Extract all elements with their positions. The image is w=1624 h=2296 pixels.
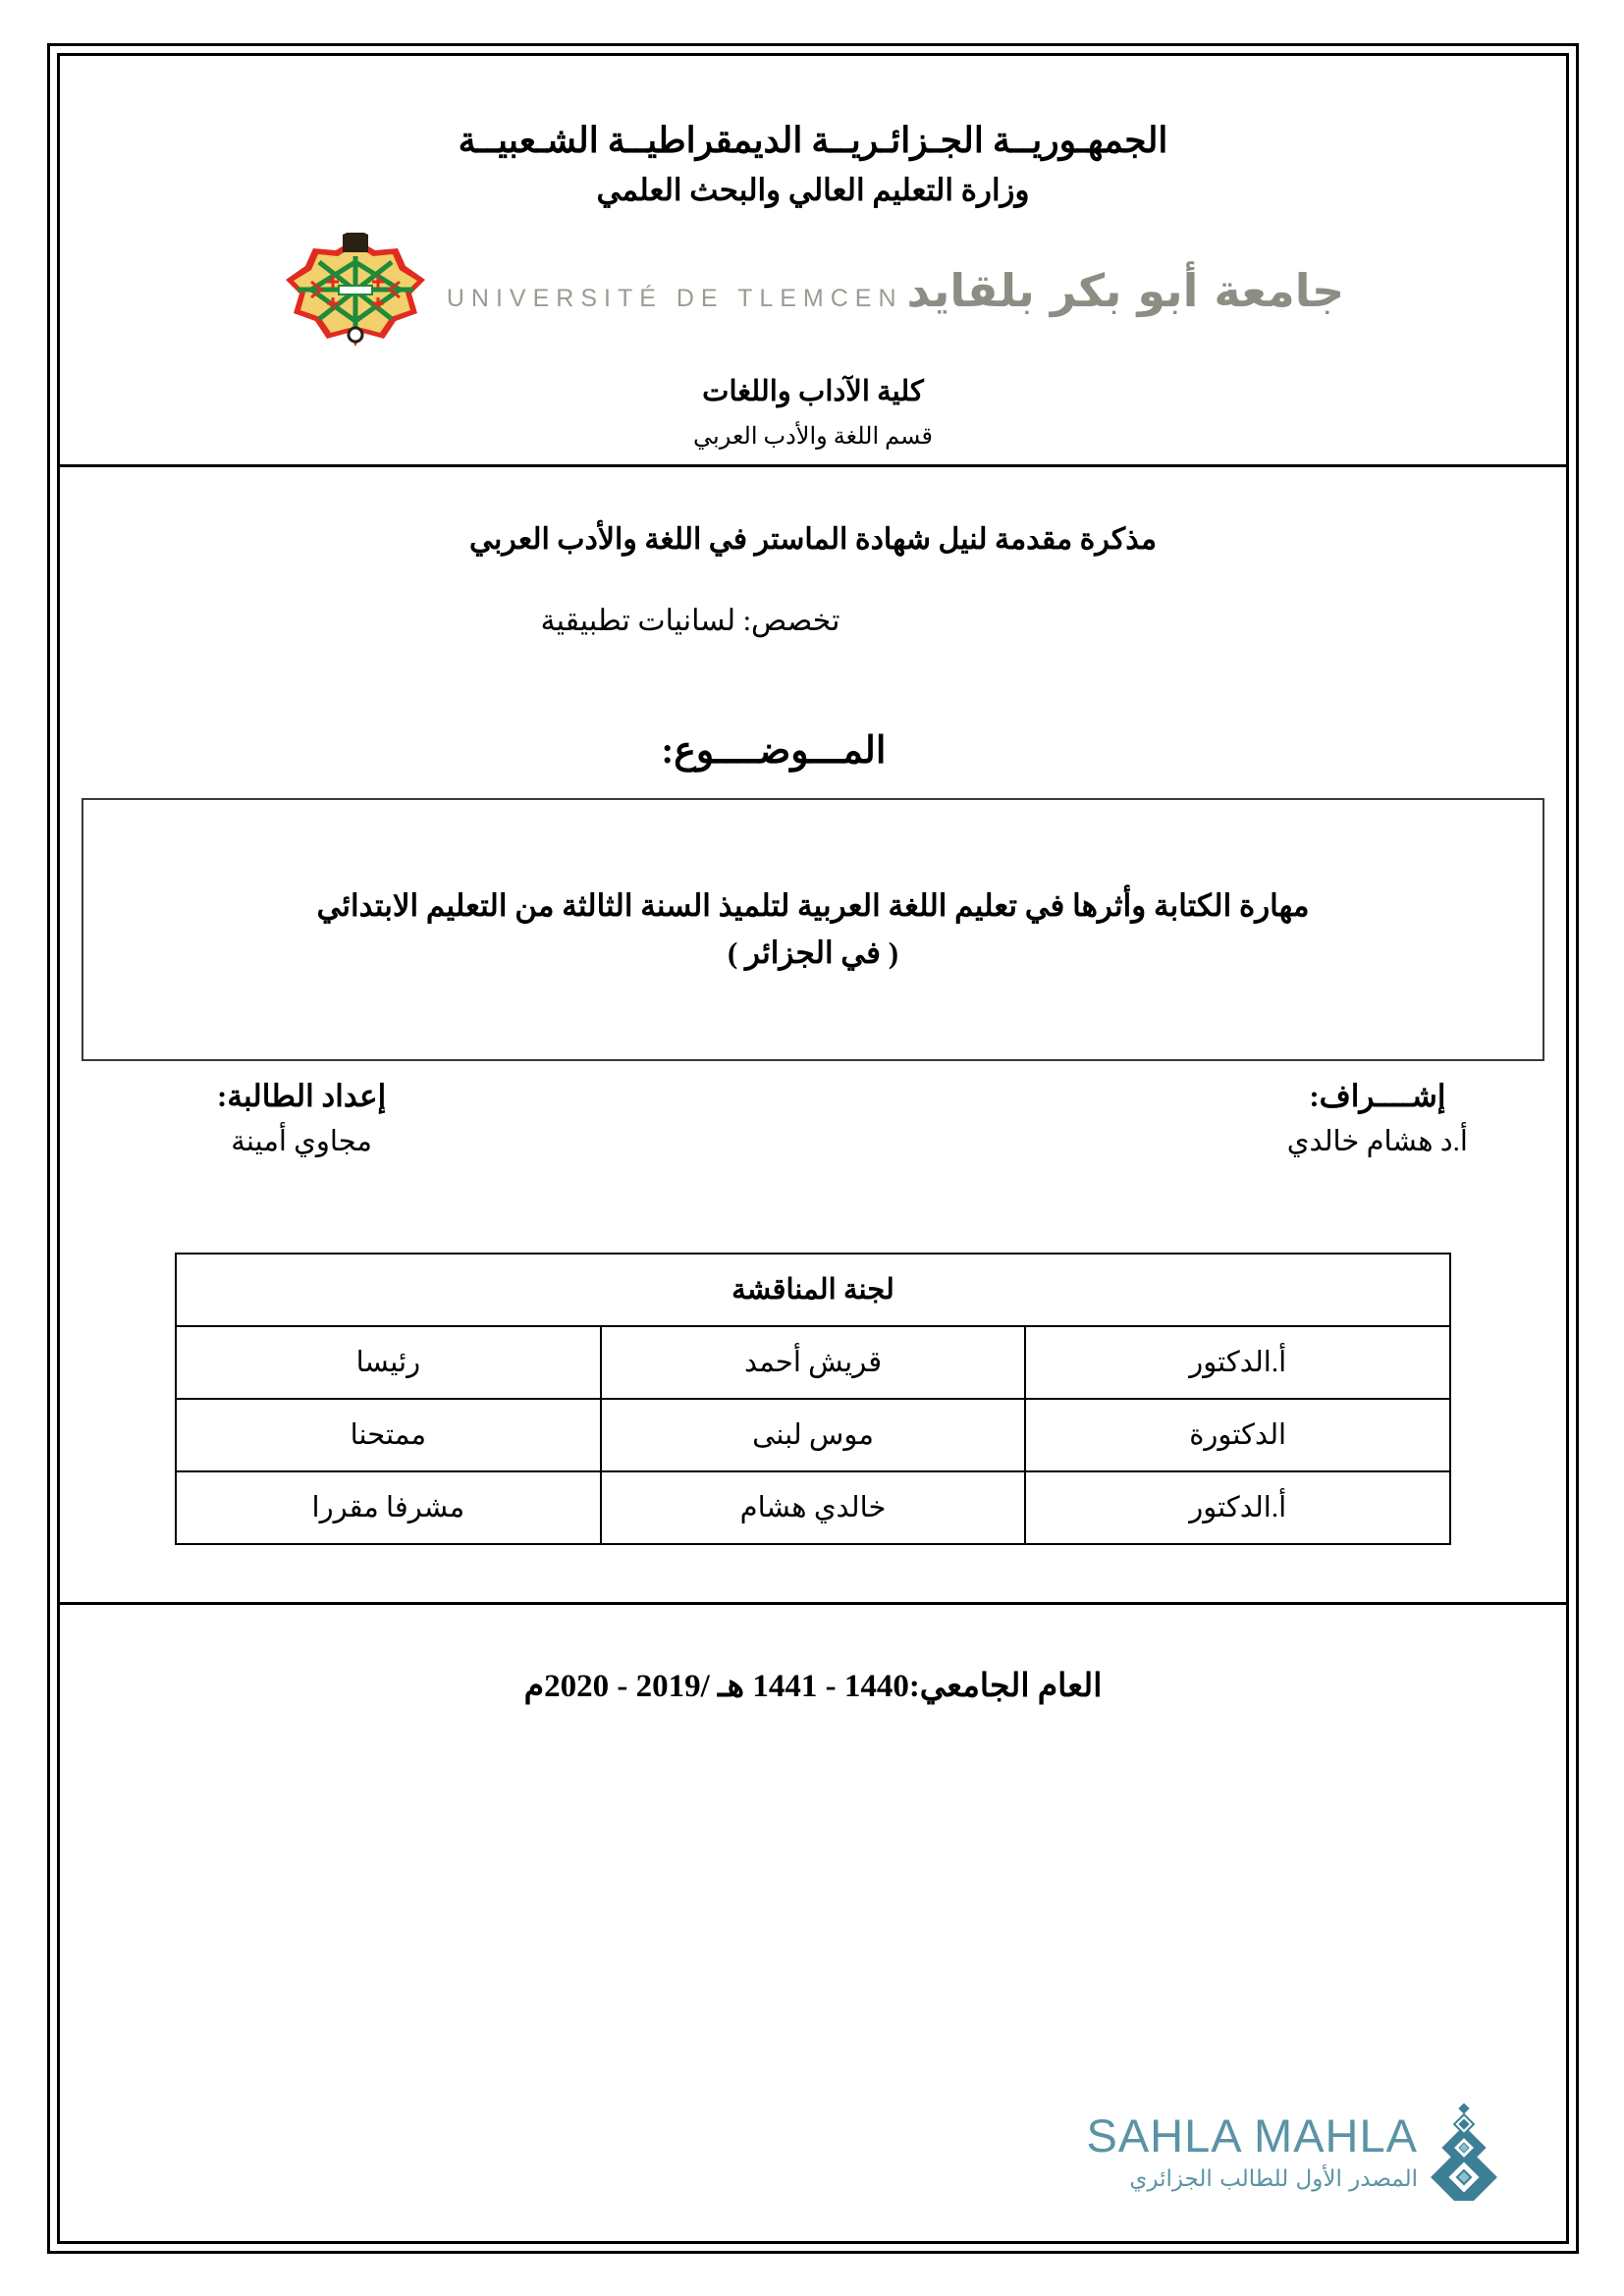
tlemcen-university-emblem-icon: [282, 233, 429, 348]
university-logo: [60, 233, 1566, 348]
jury-table-title-row: [176, 1254, 1450, 1326]
faculty-name: كلية الآداب واللغات: [702, 375, 924, 407]
table-row: [176, 1326, 1450, 1399]
university-name-latin: UNIVERSITÉ DE TLEMCEN: [446, 284, 903, 312]
country-name: الجمهـوريــة الجـزائـريــة الديمقراطيــة الشـعبيــة: [458, 121, 1168, 160]
degree-declaration: [60, 467, 1566, 638]
supervisor-block: [1287, 1079, 1468, 1158]
jury-name: خالدي هشام: [601, 1471, 1026, 1544]
student-name: مجاوي أمينة: [231, 1125, 372, 1157]
speciality-line: تخصص: لسانيات تطبيقية: [540, 604, 840, 637]
subject-heading: المـــوضــــوع:: [661, 729, 887, 772]
jury-rank: أ.الدكتور: [1025, 1326, 1450, 1399]
jury-role: مشرفا مقررا: [176, 1471, 601, 1544]
degree-statement: مذكرة مقدمة لنيل شهادة الماستر في اللغة والأدب العربي: [468, 522, 1158, 556]
table-row: [176, 1471, 1450, 1544]
jury-table-title: لجنة المناقشة: [176, 1254, 1450, 1326]
university-logo-wordmark: [446, 263, 1345, 317]
thesis-title: [292, 882, 1335, 977]
student-block: [217, 1079, 386, 1158]
cover-page-content: [60, 56, 1566, 2241]
thesis-title-line-1: مهارة الكتابة وأثرها في تعليم اللغة العربية لتلميذ السنة الثالثة من التعليم الابتدائي: [316, 887, 1310, 923]
footer-divider: [60, 1602, 1566, 1605]
sahla-mahla-watermark: [1039, 2103, 1500, 2228]
table-row: [176, 1399, 1450, 1471]
student-label: إعداد الطالبة:: [217, 1078, 387, 1113]
university-name-arabic: جامعة أبو بكر بلقايد: [906, 263, 1345, 317]
academic-year: العام الجامعي:1440 - 1441 هـ /2019 - 2020م: [523, 1668, 1103, 1704]
jury-rank: الدكتورة: [1025, 1399, 1450, 1471]
thesis-title-line-2: ( في الجزائر ): [727, 934, 899, 970]
jury-rank: أ.الدكتور: [1025, 1471, 1450, 1544]
sahla-mahla-diamond-logo-icon: [1428, 2103, 1500, 2201]
jury-role: ممتحنا: [176, 1399, 601, 1471]
watermark-brand: SAHLA MAHLA: [1086, 2109, 1418, 2162]
jury-table: [175, 1253, 1451, 1545]
supervisor-label: إشــــراف:: [1309, 1078, 1446, 1113]
jury-name: قريش أحمد: [601, 1326, 1026, 1399]
jury-role: رئيسا: [176, 1326, 601, 1399]
department-name: قسم اللغة والأدب العربي: [693, 423, 933, 450]
author-supervisor-row: [60, 1079, 1566, 1158]
supervisor-name: أ.د هشام خالدي: [1286, 1125, 1468, 1157]
thesis-title-box: [81, 798, 1544, 1061]
watermark-tagline: المصدر الأول للطالب الجزائري: [1129, 2165, 1418, 2192]
jury-name: موس لبنى: [601, 1399, 1026, 1471]
institution-header: [60, 56, 1566, 467]
ministry-name: وزارة التعليم العالي والبحث العلمي: [596, 172, 1030, 207]
